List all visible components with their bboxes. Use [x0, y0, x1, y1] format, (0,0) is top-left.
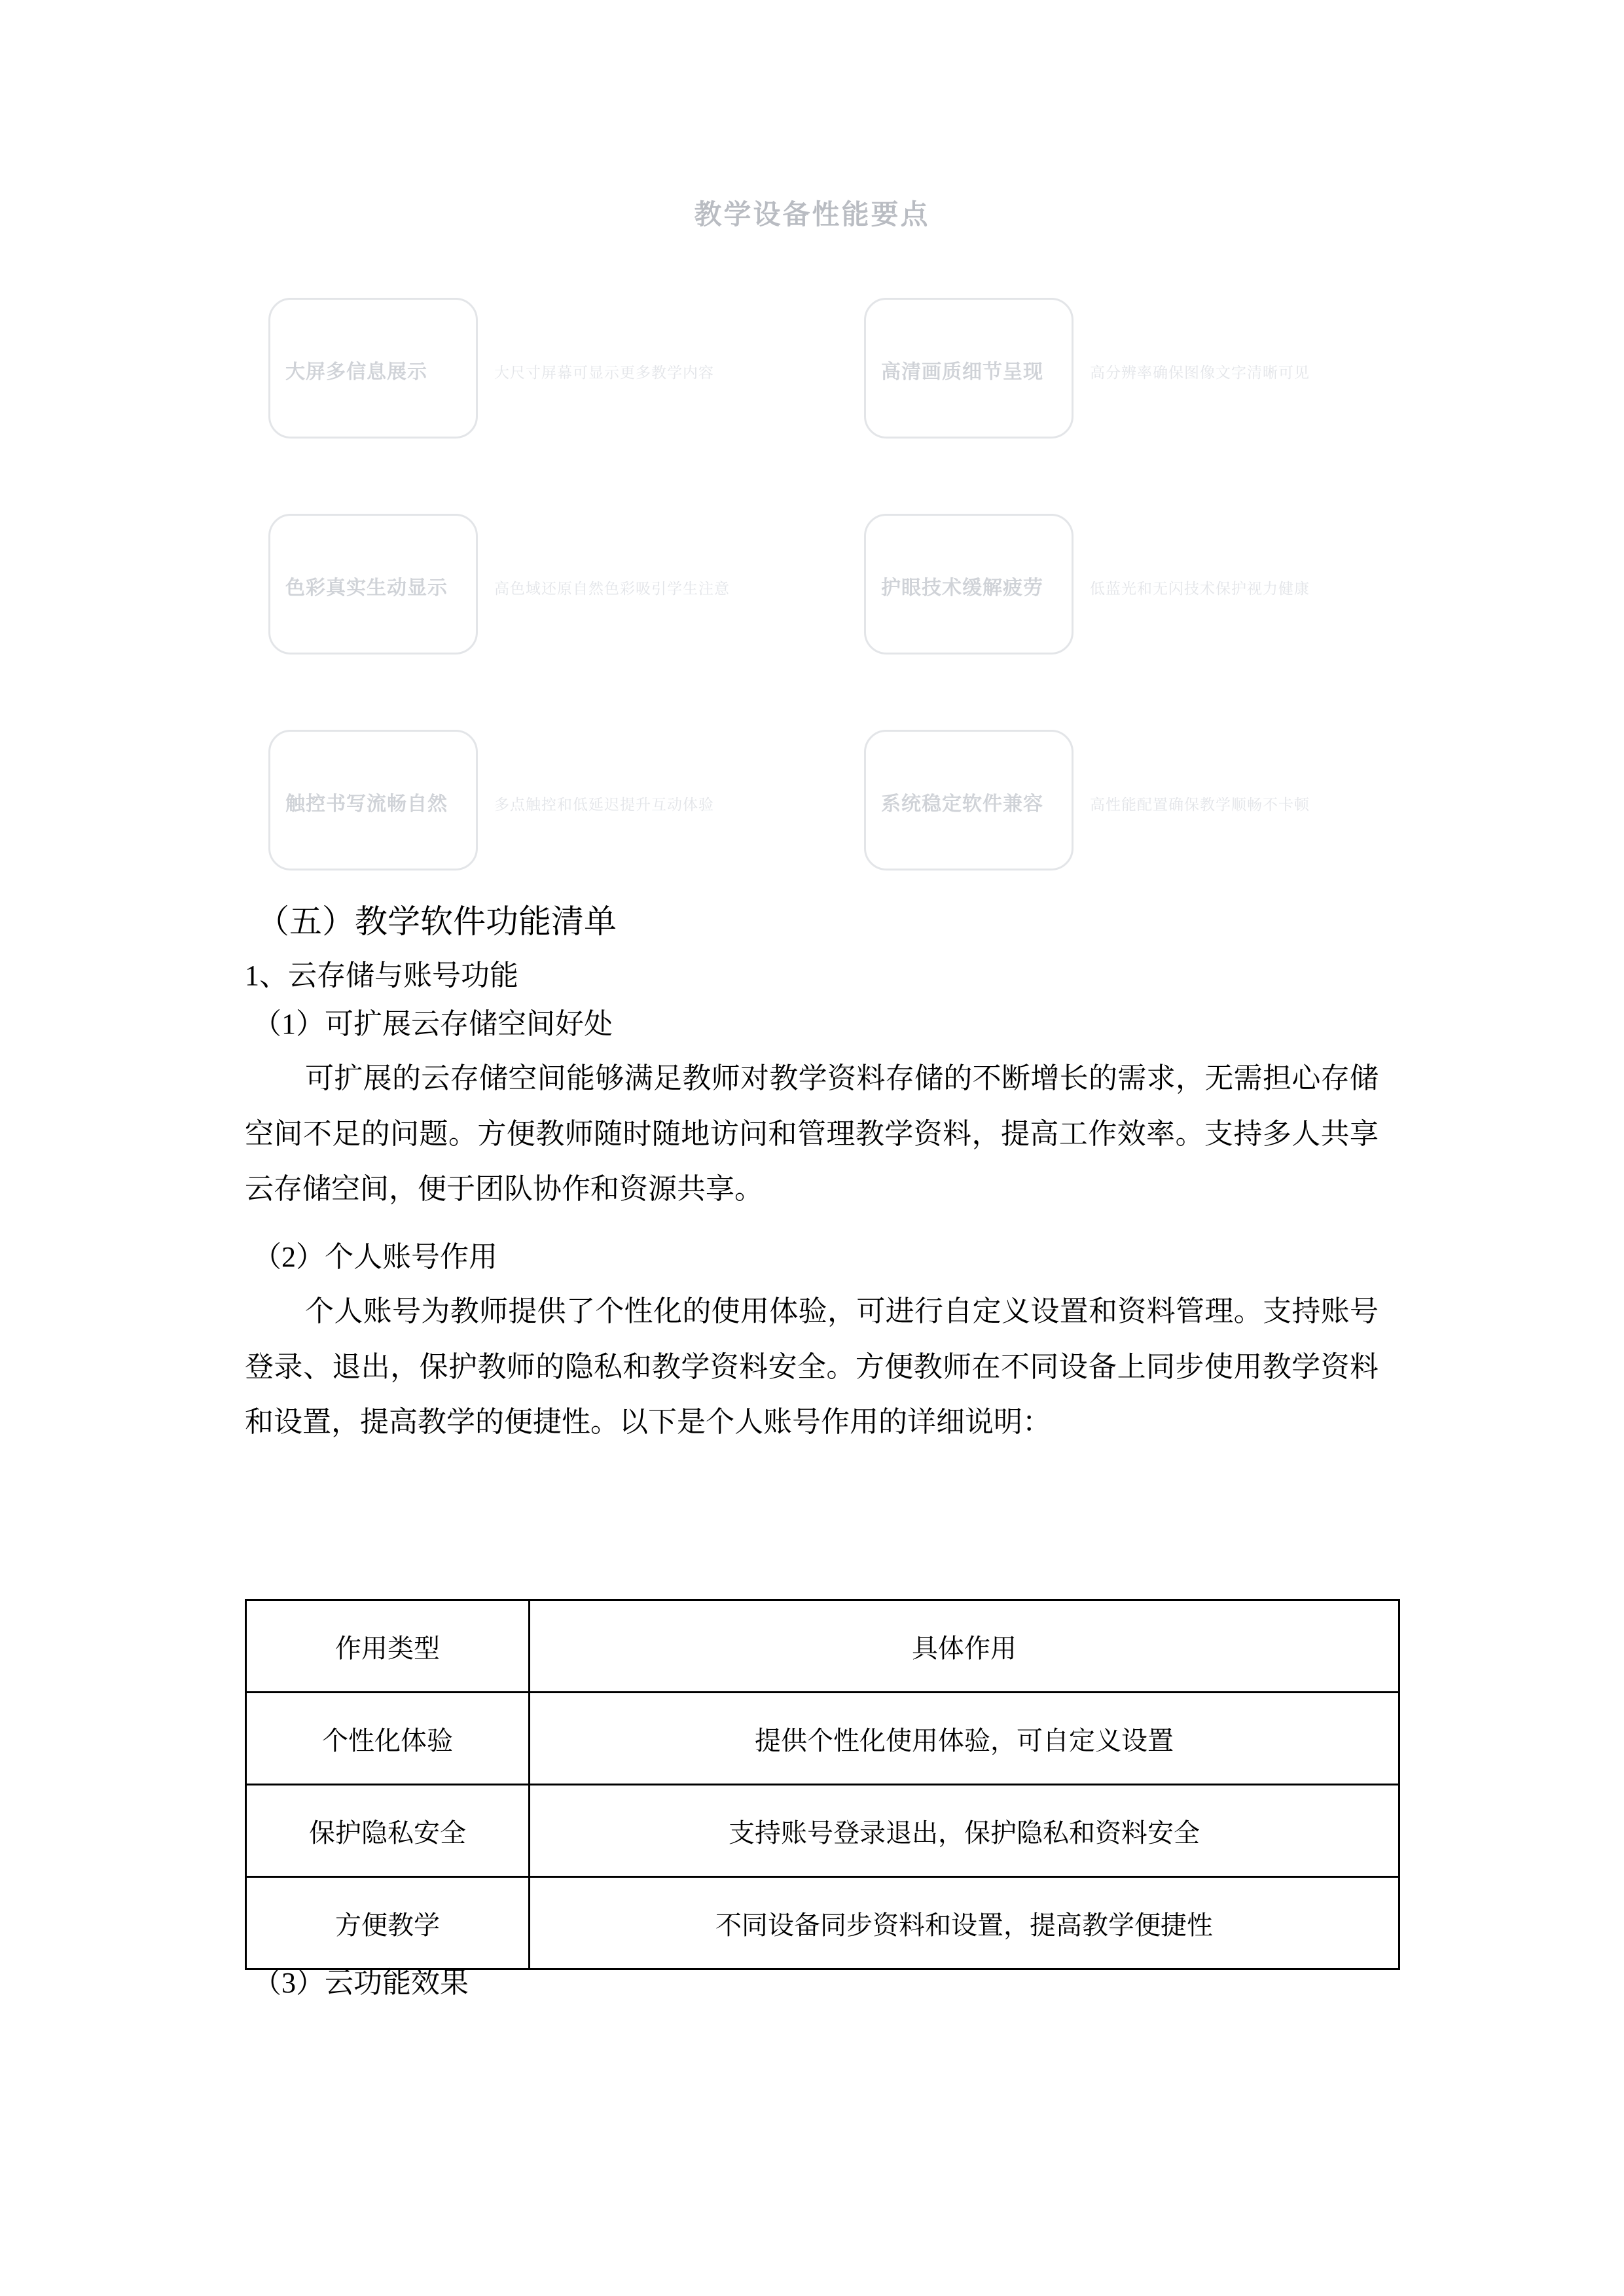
card-description: 高性能配置确保教学顺畅不卡顿 — [1090, 796, 1310, 813]
card-title: 高清画质细节呈现 — [881, 361, 1043, 383]
table-header-cell: 作用类型 — [246, 1600, 530, 1693]
account-roles-table-wrapper — [245, 1599, 1379, 1970]
section-heading: （五）教学软件功能清单 — [257, 903, 617, 940]
sub-heading-1: （1）可扩展云存储空间好处 — [253, 1007, 613, 1040]
table-header-cell: 具体作用 — [530, 1600, 1399, 1693]
item-heading: 1、云存储与账号功能 — [245, 959, 518, 992]
table-row — [246, 1785, 1399, 1877]
card-description: 高色域还原自然色彩吸引学生注意 — [494, 580, 730, 597]
diagram-title: 教学设备性能要点 — [694, 199, 930, 230]
card-description: 高分辨率确保图像文字清晰可见 — [1090, 364, 1310, 381]
table-cell-detail: 提供个性化使用体验，可自定义设置 — [530, 1693, 1399, 1785]
card-description: 多点触控和低延迟提升互动体验 — [494, 796, 714, 813]
table-cell-type: 保护隐私安全 — [246, 1785, 530, 1877]
table-row — [246, 1693, 1399, 1785]
paragraph-1: 可扩展的云存储空间能够满足教师对教学资料存储的不断增长的需求，无需担心存储空间不足的问题。方便教师随时随地访问和管理教学资料，提高工作效率。支持多人共享云存储空间，便于团队协作和资源共享。 — [245, 1062, 1379, 1206]
card-title: 护眼技术缓解疲劳 — [881, 577, 1043, 599]
table-cell-type: 个性化体验 — [246, 1693, 530, 1785]
card-title: 触控书写流畅自然 — [285, 793, 448, 815]
table-cell-type: 方便教学 — [246, 1877, 530, 1969]
table-cell-detail: 支持账号登录退出，保护隐私和资料安全 — [530, 1785, 1399, 1877]
diagram-row-1 — [0, 298, 1624, 448]
table-cell-detail: 不同设备同步资料和设置，提高教学便捷性 — [530, 1877, 1399, 1969]
table-header-row — [246, 1600, 1399, 1693]
sub-heading-3: （3）云功能效果 — [253, 1967, 469, 1999]
table-row — [246, 1877, 1399, 1969]
account-roles-table — [245, 1599, 1400, 1970]
card-description: 大尺寸屏幕可显示更多教学内容 — [494, 364, 714, 381]
card-title: 大屏多信息展示 — [285, 361, 427, 383]
card-title: 系统稳定软件兼容 — [881, 793, 1043, 815]
diagram-row-2 — [0, 514, 1624, 664]
paragraph-2: 个人账号为教师提供了个性化的使用体验，可进行自定义设置和资料管理。支持账号登录、退出，保护教师的隐私和教学资料安全。方便教师在不同设备上同步使用教学资料和设置，提高教学的便捷性。以下是个人账号作用的详细说明： — [245, 1295, 1379, 1439]
document-body — [245, 897, 1379, 1467]
diagram-row-3 — [0, 730, 1624, 880]
performance-highlights-diagram — [0, 0, 1624, 884]
card-description: 低蓝光和无闪技术保护视力健康 — [1090, 580, 1310, 597]
card-title: 色彩真实生动显示 — [285, 577, 448, 599]
sub-heading-2: （2）个人账号作用 — [253, 1240, 497, 1273]
